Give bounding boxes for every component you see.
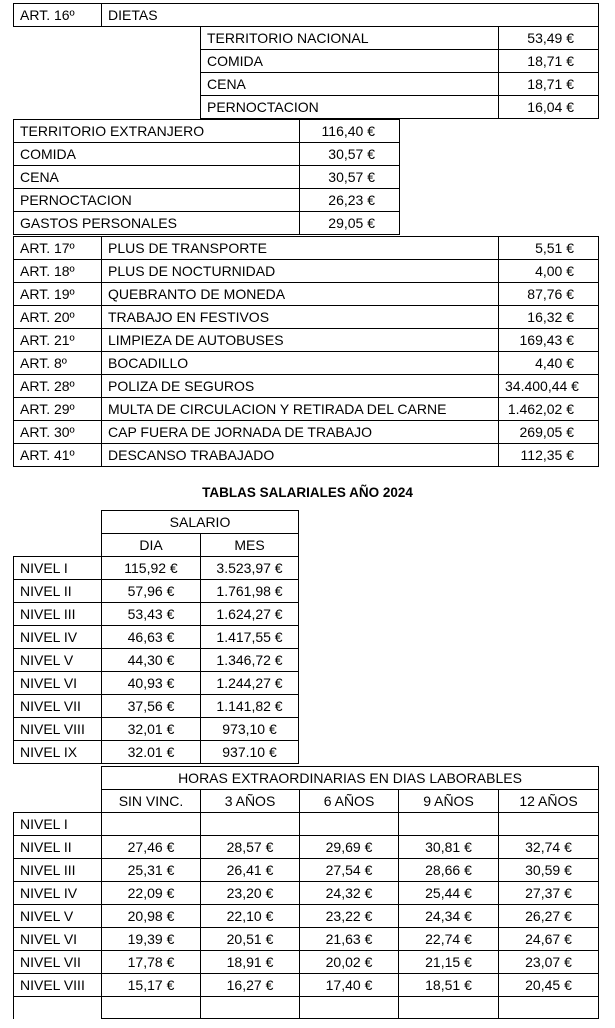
amount-cell: 30,57 € — [300, 143, 400, 166]
amount-cell: 4,00 € — [499, 260, 599, 283]
level-cell: NIVEL IV — [14, 626, 102, 649]
table-row — [14, 649, 299, 672]
level-cell: NIVEL VIII — [14, 718, 102, 741]
concept-cell: COMIDA — [14, 143, 300, 166]
amount-cell: 1.244,27 € — [201, 672, 299, 695]
amount-cell: 20,98 € — [102, 905, 201, 928]
table-row — [14, 237, 599, 260]
column-header: SIN VINC. — [102, 790, 201, 813]
concept-cell: QUEBRANTO DE MONEDA — [102, 283, 499, 306]
table-row — [14, 974, 599, 997]
amount-cell: 20,02 € — [300, 951, 399, 974]
salario-table — [13, 510, 299, 764]
level-cell: NIVEL V — [14, 649, 102, 672]
amount-cell: 18,51 € — [399, 974, 499, 997]
amount-cell: 1.346,72 € — [201, 649, 299, 672]
article-cell: ART. 21º — [14, 329, 102, 352]
amount-cell: 23,07 € — [499, 951, 599, 974]
amount-cell: 24,67 € — [499, 928, 599, 951]
amount-cell: 20,45 € — [499, 974, 599, 997]
dietas-header-table — [13, 3, 599, 27]
amount-cell: 53,49 € — [499, 27, 599, 50]
amount-cell: 21,63 € — [300, 928, 399, 951]
concept-cell: PLUS DE TRANSPORTE — [102, 237, 499, 260]
amount-cell: 4,40 € — [499, 352, 599, 375]
article-cell: ART. 30º — [14, 421, 102, 444]
concept-cell: LIMPIEZA DE AUTOBUSES — [102, 329, 499, 352]
amount-cell: 20,51 € — [201, 928, 300, 951]
table-row — [201, 50, 599, 73]
concept-cell: POLIZA DE SEGUROS — [102, 375, 499, 398]
table-row — [14, 672, 299, 695]
dietas-art: ART. 16º — [14, 4, 102, 27]
level-cell: NIVEL V — [14, 905, 102, 928]
table-row — [14, 580, 299, 603]
amount-cell: 46,63 € — [102, 626, 201, 649]
empty-cell — [499, 997, 599, 1019]
level-cell: NIVEL VI — [14, 928, 102, 951]
amount-cell: 1.624,27 € — [201, 603, 299, 626]
concept-cell: CENA — [201, 73, 499, 96]
amount-cell: 16,32 € — [499, 306, 599, 329]
table-row — [14, 534, 299, 557]
empty-cell — [102, 997, 201, 1019]
amount-cell: 116,40 € — [300, 120, 400, 143]
article-cell: ART. 17º — [14, 237, 102, 260]
salario-header: SALARIO — [102, 511, 299, 534]
amount-cell: 30,59 € — [499, 859, 599, 882]
concept-cell: TERRITORIO EXTRANJERO — [14, 120, 300, 143]
amount-cell: 23,20 € — [201, 882, 300, 905]
amount-cell: 22,09 € — [102, 882, 201, 905]
table-row — [14, 603, 299, 626]
level-cell: NIVEL IX — [14, 741, 102, 764]
amount-cell: 57,96 € — [102, 580, 201, 603]
table-row — [14, 626, 299, 649]
amount-cell: 28,57 € — [201, 836, 300, 859]
column-header: 3 AÑOS — [201, 790, 300, 813]
article-cell: ART. 18º — [14, 260, 102, 283]
amount-cell: 37,56 € — [102, 695, 201, 718]
amount-cell: 87,76 € — [499, 283, 599, 306]
amount-cell: 112,35 € — [499, 444, 599, 467]
salary-tables-title: TABLAS SALARIALES AÑO 2024 — [202, 485, 413, 500]
amount-cell: 3.523,97 € — [201, 557, 299, 580]
table-row — [14, 813, 599, 836]
table-row — [14, 511, 299, 534]
table-row — [14, 421, 599, 444]
amount-cell: 18,71 € — [499, 50, 599, 73]
amount-cell: 24,32 € — [300, 882, 399, 905]
amount-cell: 15,17 € — [102, 974, 201, 997]
dietas-nacional-table — [200, 26, 599, 119]
table-row — [14, 557, 299, 580]
level-cell: NIVEL I — [14, 813, 102, 836]
concept-cell: PLUS DE NOCTURNIDAD — [102, 260, 499, 283]
amount-cell — [102, 813, 201, 836]
table-row — [14, 905, 599, 928]
amount-cell — [499, 813, 599, 836]
amount-cell: 17,78 € — [102, 951, 201, 974]
article-cell: ART. 8º — [14, 352, 102, 375]
empty-cell — [14, 790, 102, 813]
table-row — [14, 260, 599, 283]
concept-cell: MULTA DE CIRCULACION Y RETIRADA DEL CARNE — [102, 398, 499, 421]
amount-cell: 269,05 € — [499, 421, 599, 444]
level-cell: NIVEL VI — [14, 672, 102, 695]
amount-cell: 21,15 € — [399, 951, 499, 974]
table-row — [14, 741, 299, 764]
amount-cell: 30,57 € — [300, 166, 400, 189]
table-row — [14, 306, 599, 329]
amount-cell: 1.761,98 € — [201, 580, 299, 603]
table-row — [14, 444, 599, 467]
amount-cell: 1.141,82 € — [201, 695, 299, 718]
amount-cell: 937.10 € — [201, 741, 299, 764]
concept-cell: GASTOS PERSONALES — [14, 212, 300, 235]
amount-cell: 34.400,44 € — [499, 375, 599, 398]
amount-cell: 53,43 € — [102, 603, 201, 626]
amount-cell: 27,46 € — [102, 836, 201, 859]
horas-extra-table — [13, 766, 599, 1019]
column-header: DIA — [102, 534, 201, 557]
level-cell: NIVEL VII — [14, 951, 102, 974]
amount-cell: 26,23 € — [300, 189, 400, 212]
amount-cell: 115,92 € — [102, 557, 201, 580]
amount-cell: 32,01 € — [102, 718, 201, 741]
amount-cell: 22,10 € — [201, 905, 300, 928]
amount-cell: 23,22 € — [300, 905, 399, 928]
table-row — [14, 859, 599, 882]
table-row — [14, 120, 400, 143]
table-row — [14, 212, 400, 235]
amount-cell: 26,41 € — [201, 859, 300, 882]
amount-cell: 30,81 € — [399, 836, 499, 859]
concept-cell: PERNOCTACION — [14, 189, 300, 212]
amount-cell: 1.417,55 € — [201, 626, 299, 649]
level-cell: NIVEL I — [14, 557, 102, 580]
amount-cell: 27,37 € — [499, 882, 599, 905]
level-cell: NIVEL VII — [14, 695, 102, 718]
level-cell: NIVEL III — [14, 859, 102, 882]
column-header: 9 AÑOS — [399, 790, 499, 813]
level-cell: NIVEL II — [14, 580, 102, 603]
table-row — [14, 836, 599, 859]
concept-cell: CENA — [14, 166, 300, 189]
amount-cell: 18,91 € — [201, 951, 300, 974]
amount-cell: 44,30 € — [102, 649, 201, 672]
concept-cell: DESCANSO TRABAJADO — [102, 444, 499, 467]
table-row — [201, 96, 599, 119]
level-cell: NIVEL III — [14, 603, 102, 626]
article-cell: ART. 20º — [14, 306, 102, 329]
concept-cell: BOCADILLO — [102, 352, 499, 375]
table-row — [201, 27, 599, 50]
amount-cell: 19,39 € — [102, 928, 201, 951]
table-row — [14, 997, 599, 1019]
table-row — [14, 375, 599, 398]
empty-cell — [14, 534, 102, 557]
level-cell: NIVEL II — [14, 836, 102, 859]
amount-cell: 22,74 € — [399, 928, 499, 951]
column-header: 12 AÑOS — [499, 790, 599, 813]
amount-cell: 26,27 € — [499, 905, 599, 928]
column-header: MES — [201, 534, 299, 557]
table-row — [14, 767, 599, 790]
level-cell: NIVEL IV — [14, 882, 102, 905]
horas-header: HORAS EXTRAORDINARIAS EN DIAS LABORABLES — [102, 767, 599, 790]
table-row — [201, 73, 599, 96]
concept-cell: COMIDA — [201, 50, 499, 73]
amount-cell: 17,40 € — [300, 974, 399, 997]
article-cell: ART. 28º — [14, 375, 102, 398]
amount-cell: 28,66 € — [399, 859, 499, 882]
table-row — [14, 352, 599, 375]
amount-cell: 29,69 € — [300, 836, 399, 859]
amount-cell: 16,27 € — [201, 974, 300, 997]
table-row — [14, 283, 599, 306]
amount-cell: 169,43 € — [499, 329, 599, 352]
amount-cell: 1.462,02 € — [499, 398, 599, 421]
amount-cell: 32.01 € — [102, 741, 201, 764]
table-row — [14, 166, 400, 189]
concept-cell: CAP FUERA DE JORNADA DE TRABAJO — [102, 421, 499, 444]
table-row — [14, 695, 299, 718]
table-row — [14, 329, 599, 352]
table-row — [14, 928, 599, 951]
table-row — [14, 718, 299, 741]
amount-cell: 5,51 € — [499, 237, 599, 260]
concept-cell: PERNOCTACION — [201, 96, 499, 119]
dietas-label: DIETAS — [102, 4, 599, 27]
amount-cell: 29,05 € — [300, 212, 400, 235]
amount-cell: 40,93 € — [102, 672, 201, 695]
amount-cell: 973,10 € — [201, 718, 299, 741]
table-row — [14, 189, 400, 212]
concept-cell: TRABAJO EN FESTIVOS — [102, 306, 499, 329]
concept-cell: TERRITORIO NACIONAL — [201, 27, 499, 50]
column-header: 6 AÑOS — [300, 790, 399, 813]
table-row — [14, 951, 599, 974]
table-row — [14, 143, 400, 166]
amount-cell: 27,54 € — [300, 859, 399, 882]
articulos-table — [13, 236, 599, 467]
amount-cell: 16,04 € — [499, 96, 599, 119]
amount-cell — [201, 813, 300, 836]
article-cell: ART. 19º — [14, 283, 102, 306]
article-cell: ART. 29º — [14, 398, 102, 421]
amount-cell: 24,34 € — [399, 905, 499, 928]
amount-cell: 25,44 € — [399, 882, 499, 905]
empty-cell — [399, 997, 499, 1019]
table-row — [14, 882, 599, 905]
dietas-extranjero-table — [13, 119, 400, 235]
amount-cell — [300, 813, 399, 836]
table-row — [14, 398, 599, 421]
article-cell: ART. 41º — [14, 444, 102, 467]
amount-cell: 25,31 € — [102, 859, 201, 882]
amount-cell: 32,74 € — [499, 836, 599, 859]
table-row — [14, 790, 599, 813]
empty-cell — [300, 997, 399, 1019]
empty-cell — [201, 997, 300, 1019]
level-cell: NIVEL VIII — [14, 974, 102, 997]
amount-cell — [399, 813, 499, 836]
empty-cell — [14, 997, 102, 1019]
amount-cell: 18,71 € — [499, 73, 599, 96]
empty-cell — [14, 767, 102, 790]
empty-cell — [14, 511, 102, 534]
